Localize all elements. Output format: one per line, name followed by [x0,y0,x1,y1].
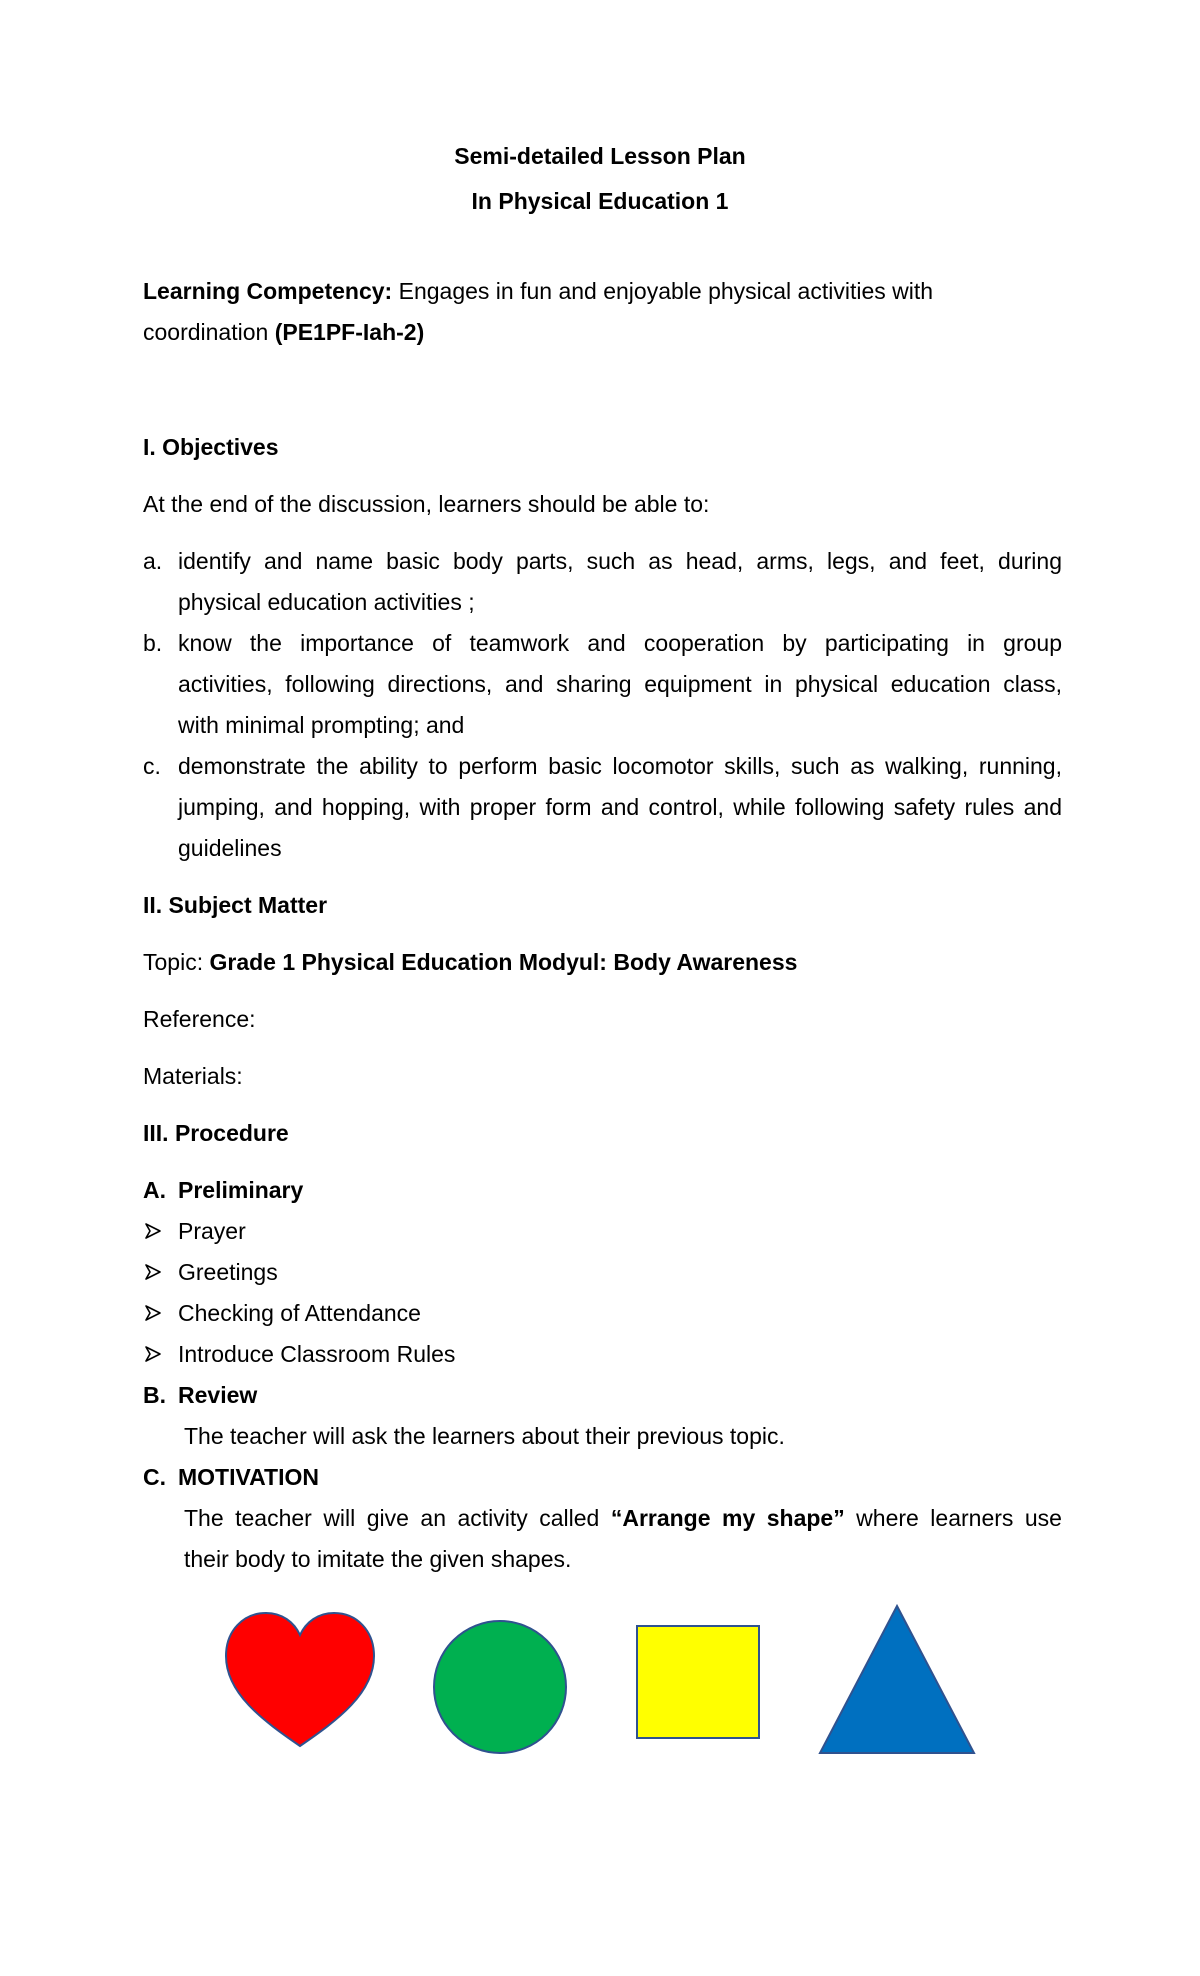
reference-label: Reference: [143,1006,256,1032]
competency-code: (PE1PF-Iah-2) [274,319,425,345]
motivation-line-1 [184,1503,1062,1533]
square-shape [637,1626,759,1738]
preliminary-item-attendance: Checking of Attendance [178,1300,421,1326]
circle-shape [434,1621,566,1753]
review-text: The teacher will ask the learners about their previous topic. [184,1423,785,1449]
subject-matter-heading: II. Subject Matter [143,892,328,918]
arrow-bullet-icon [144,1298,164,1328]
competency-line-1 [143,276,933,306]
triangle-shape [820,1606,974,1753]
topic-value: Grade 1 Physical Education Modyul: Body Awareness [209,949,798,975]
competency-text-2: coordination [143,319,275,345]
motivation-line-1-pre: The teacher will give an activity called [184,1505,611,1531]
competency-text-1: Engages in fun and enjoyable physical activities with [392,278,934,304]
heart-shape [226,1613,374,1746]
objective-b-marker: b. [143,630,163,656]
objective-c-marker: c. [143,753,161,779]
objective-b-line-2: activities, following directions, and sharing equipment in physical education class, [178,671,1062,697]
objective-b-line-3: with minimal prompting; and [178,712,465,738]
objective-a-marker: a. [143,548,163,574]
objective-a-line-2: physical education activities ; [178,589,475,615]
preliminary-title: Preliminary [178,1177,304,1203]
objectives-intro: At the end of the discussion, learners should be able to: [143,491,710,517]
topic-label: Topic: [143,949,210,975]
materials-label: Materials: [143,1063,243,1089]
preliminary-marker: A. [143,1177,166,1203]
objective-c-line-3: guidelines [178,835,282,861]
objective-c-line-1: demonstrate the ability to perform basic locomotor skills, such as walking, running, [178,753,1062,779]
arrow-bullet-icon [144,1339,164,1369]
preliminary-item-greetings: Greetings [178,1259,278,1285]
review-title: Review [178,1382,258,1408]
objective-b-line-1: know the importance of teamwork and cooperation by participating in group [178,630,1062,656]
motivation-marker: C. [143,1464,166,1490]
objectives-heading: I. Objectives [143,434,279,460]
objective-a-line-1: identify and name basic body parts, such as head, arms, legs, and feet, during [178,548,1062,574]
shapes-illustration [0,1598,1200,1768]
preliminary-item-rules: Introduce Classroom Rules [178,1341,456,1367]
motivation-line-1-post: where learners use [844,1505,1062,1531]
page-title: Semi-detailed Lesson Plan [454,143,746,169]
preliminary-item-prayer: Prayer [178,1218,246,1244]
motivation-line-2: their body to imitate the given shapes. [184,1546,572,1572]
review-marker: B. [143,1382,166,1408]
competency-line-2 [143,317,424,347]
motivation-title: MOTIVATION [178,1464,319,1490]
topic-line [143,947,797,977]
arrow-bullet-icon [144,1216,164,1246]
page-subtitle: In Physical Education 1 [471,188,729,214]
competency-label: Learning Competency: [143,278,393,304]
arrow-bullet-icon [144,1257,164,1287]
procedure-heading: III. Procedure [143,1120,289,1146]
objective-c-line-2: jumping, and hopping, with proper form and control, while following safety rules and [178,794,1062,820]
motivation-activity-name: “Arrange my shape” [610,1505,845,1531]
